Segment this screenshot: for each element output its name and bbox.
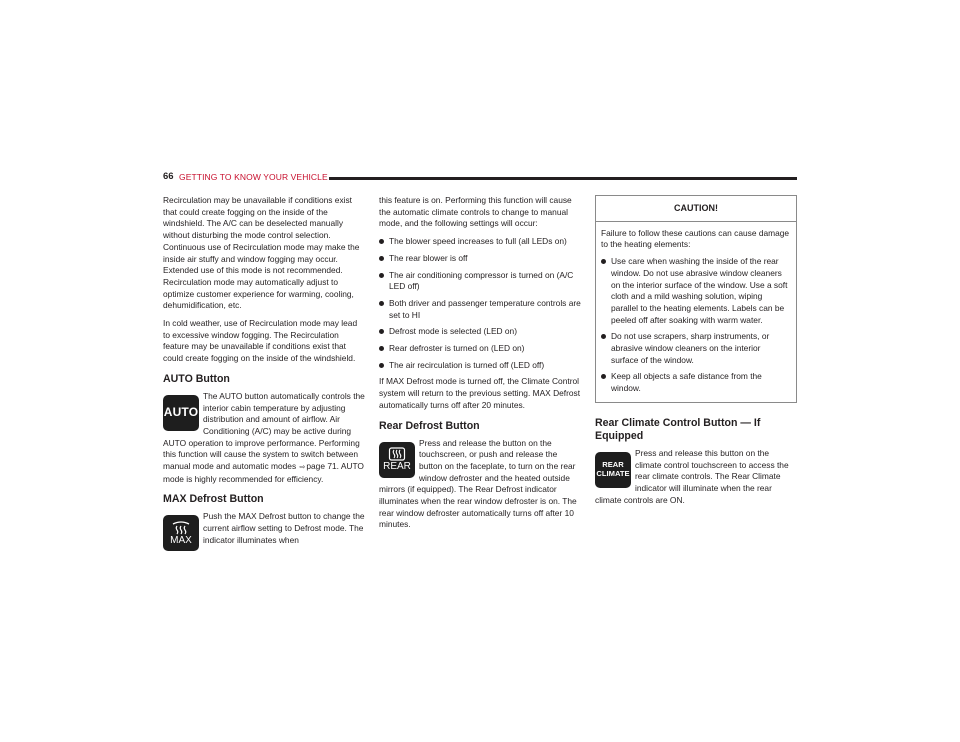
auto-button-heading: AUTO Button xyxy=(163,372,230,385)
list-item: Rear defroster is turned on (LED on) xyxy=(379,343,581,355)
recirculation-paragraph-2: In cold weather, use of Recirculation mode may lead to excessive window fogging. The Recirculation feature may be unavailable if conditions exist that could create fogging on the inside of the windshield. xyxy=(163,318,358,364)
bullet-icon xyxy=(601,334,606,339)
rear-climate-text: Press and release this button on the climate control touchscreen to access the rear climate controls. The Rear Climate indicator will illuminate when the rear climate controls are ON. xyxy=(595,447,789,505)
list-item: The air conditioning compressor is turned on (A/C LED off) xyxy=(379,270,581,293)
max-defrost-off-text: If MAX Defrost mode is turned off, the Climate Control system will return to the previous setting. MAX Defrost automatically turns off after 20 minutes. xyxy=(379,376,581,410)
rear-climate-heading: Rear Climate Control Button — If Equipped xyxy=(595,416,761,442)
column-3 xyxy=(595,195,797,512)
list-item: Do not use scrapers, sharp instruments, or abrasive window cleaners on the interior surface of the window. xyxy=(601,331,790,366)
list-item: The air recirculation is turned off (LED off) xyxy=(379,360,581,372)
list-item: Keep all objects a safe distance from the window. xyxy=(601,371,790,394)
max-defrost-icon xyxy=(163,515,199,551)
rear-climate-icon xyxy=(595,452,631,488)
column-1 xyxy=(163,195,365,553)
list-item: Defrost mode is selected (LED on) xyxy=(379,326,581,338)
rear-defrost-icon xyxy=(379,442,415,478)
auto-icon-label: AUTO xyxy=(163,404,199,419)
caution-box xyxy=(595,195,797,403)
recirculation-paragraph-1: Recirculation may be unavailable if conditions exist that could create fogging on the inside of the windshield. The A/C can be deselected manually without disturbing the mode control selection. Continuous use of Recirculation mode may make the inside air stuffy and window fogging may occur. Extended use of this mode is not recommended. Recirculation mode may automatically adjust to optimize customer experience for warming, cooling, dehumidification, etc. xyxy=(163,195,360,311)
auto-text-reference: page 71. AUTO mode is highly recommended for efficiency. xyxy=(163,461,364,484)
page-header xyxy=(163,171,797,185)
rear-climate-icon-line1: REAR xyxy=(602,460,624,470)
caution-title: CAUTION! xyxy=(596,196,796,222)
auto-text-main: The AUTO button automatically controls the interior cabin temperature by adjusting distribution and amount of airflow. Air Conditioning (A/C) may be active during AUTO operation to improve performance. Performing this function will cause the system to switch between manual mode and automatic modes xyxy=(163,390,365,472)
bullet-icon xyxy=(601,259,606,264)
bullet-icon xyxy=(601,374,606,379)
max-defrost-heading: MAX Defrost Button xyxy=(163,493,264,506)
max-defrost-continued: this feature is on. Performing this function will cause the automatic climate controls to change to manual mode, and the following settings will occur: xyxy=(379,195,572,229)
rear-defrost-text: Press and release the button on the touchscreen, or push and release the button on the faceplate, to turn on the rear window defroster and the heated outside mirrors (if equipped). The Rear Defrost indicator illuminates when the rear window defroster is on. The rear window defroster automatically turns off after 10 minutes. xyxy=(379,437,577,530)
page-reference-icon: ⇨ xyxy=(299,464,306,472)
max-defrost-text: Push the MAX Defrost button to change the current airflow setting to Defrost mode. The indicator illuminates when xyxy=(203,511,365,545)
section-title: GETTING TO KNOW YOUR VEHICLE xyxy=(179,171,328,182)
bullet-icon xyxy=(379,363,384,368)
defrost-waves-icon xyxy=(171,521,191,535)
list-item: The blower speed increases to full (all LEDs on) xyxy=(379,236,581,248)
bullet-icon xyxy=(379,329,384,334)
auto-button-icon xyxy=(163,395,199,431)
caution-body xyxy=(596,222,796,402)
list-item: The rear blower is off xyxy=(379,253,581,265)
rear-defrost-waves-icon xyxy=(388,447,406,461)
rear-defrost-heading: Rear Defrost Button xyxy=(379,419,480,432)
bullet-icon xyxy=(379,273,384,278)
bullet-icon xyxy=(379,301,384,306)
list-item: Both driver and passenger temperature controls are set to HI xyxy=(379,298,581,321)
page-number: 66 xyxy=(163,171,174,182)
list-item: Use care when washing the inside of the rear window. Do not use abrasive window cleaners on the interior surface of the window. Use a soft cloth and a mild washing solution, wiping parallel to the heating elements. Labels can be peeled off after soaking with warm water. xyxy=(601,256,790,326)
max-icon-label: MAX xyxy=(170,534,192,546)
caution-list xyxy=(601,256,790,395)
header-rule xyxy=(329,177,797,180)
bullet-icon xyxy=(379,256,384,261)
rear-climate-icon-line2: CLIMATE xyxy=(596,468,630,478)
rear-icon-label: REAR xyxy=(383,461,411,473)
column-2 xyxy=(379,195,581,537)
max-defrost-settings-list xyxy=(379,236,581,371)
bullet-icon xyxy=(379,346,384,351)
caution-intro: Failure to follow these cautions can cause damage to the heating elements: xyxy=(601,227,790,250)
bullet-icon xyxy=(379,239,384,244)
